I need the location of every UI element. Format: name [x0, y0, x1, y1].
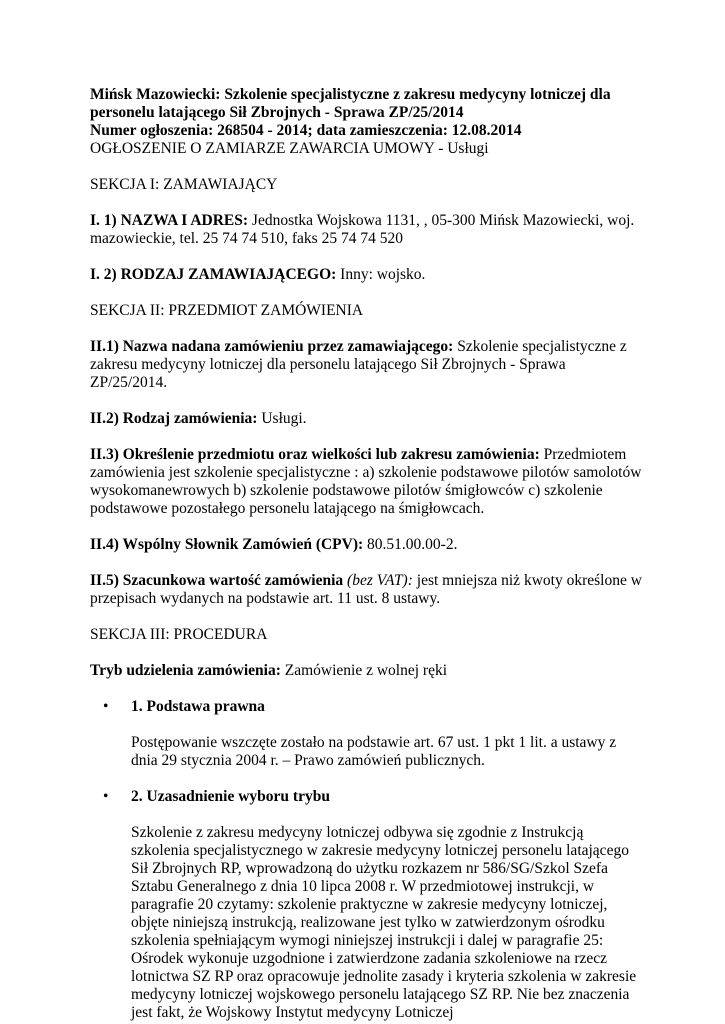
order-cpv-label: II.4) Wspólny Słownik Zamówień (CPV):: [90, 536, 364, 553]
contracting-name-label: I. 1) NAZWA I ADRES:: [90, 212, 249, 229]
section-1-heading: SEKCJA I: ZAMAWIAJĄCY: [90, 176, 278, 193]
title-line-2: personelu latającego Sił Zbrojnych - Sprawa ZP/25/2014: [90, 104, 464, 121]
mode-justification-text: Szkolenie z zakresu medycyny lotniczej odbywa się zgodnie z Instrukcją szkolenia specjalistycznego w zakresie medycyny lotniczej personelu latającego Sił Zbrojnych RP, wprowadzoną do użytku rozkazem nr 586/SG/Szkol Szefa Sztabu Generalnego z dnia 10 lipca 2008 r. W przedmiotowej instrukcji, w paragrafie 20 czytamy: szkolenie praktyczne w zakresie medycyny lotniczej, objęte niniejszą instrukcją, realizowane jest tylko w zatwierdzonym ośrodku szkolenia spełniającym wymogi niniejszej instrukcji i dalej w paragrafie 25: Ośrodek wykonuje uzgodnione i zatwierdzone zadania szkoleniowe na rzecz lotnictwa SZ RP oraz opracowuje jednolite zasady i kryteria szkolenia w zakresie medycyny lotniczej wojskowego personelu latającego SZ RP. Nie bez znaczenia jest fakt, że Wojskowy Instytut medycyny Lotniczej: [131, 824, 637, 1021]
announcement-number: Numer ogłoszenia: 268504 - 2014; data zamieszczenia: 12.08.2014: [90, 122, 522, 139]
order-subject: [90, 446, 645, 518]
contracting-name-address: [90, 212, 645, 248]
procedure-mode: [90, 662, 645, 680]
order-name-label: II.1) Nazwa nadana zamówieniu przez zamawiającego:: [90, 338, 454, 355]
order-estimated-value-label: II.5) Szacunkowa wartość zamówienia: [90, 572, 344, 589]
legal-basis-title: 1. Podstawa prawna: [131, 698, 265, 715]
section-2-heading: SEKCJA II: PRZEDMIOT ZAMÓWIENIA: [90, 302, 364, 319]
order-estimated-value-vat-note: (bez VAT):: [343, 572, 413, 589]
order-cpv-value: 80.51.00.00-2.: [363, 536, 458, 553]
order-cpv: [90, 536, 645, 554]
section-3-heading: SEKCJA III: PROCEDURA: [90, 626, 268, 643]
contracting-type-label: I. 2) RODZAJ ZAMAWIAJĄCEGO:: [90, 266, 337, 283]
order-name-value: Szkolenie specjalistyczne z zakresu medycyny lotniczej dla personelu latającego Sił Zbrojnych - Sprawa ZP/25/2014.: [90, 338, 627, 391]
bullet-icon: •: [103, 788, 109, 805]
order-estimated-value: [90, 572, 645, 608]
legal-basis-text: Postępowanie wszczęte zostało na podstawie art. 67 ust. 1 pkt 1 lit. a ustawy z dnia 29 stycznia 2004 r. – Prawo zamówień publicznych.: [131, 734, 617, 769]
contracting-type: [90, 266, 645, 284]
list-item-mode-justification: [90, 788, 645, 806]
order-subject-value: Przedmiotem zamówienia jest szkolenie specjalistyczne : a) szkolenie podstawowe pilotów samolotów wysokomanewrowych b) szkolenie podstawowe pilotów śmigłowców c) szkolenie podstawowe pozostałego personelu latającego na śmigłowcach.: [90, 446, 642, 517]
order-estimated-value-text: jest mniejsza niż kwoty określone w przepisach wydanych na podstawie art. 11 ust. 8 ustawy.: [90, 572, 642, 607]
notice-type: OGŁOSZENIE O ZAMIARZE ZAWARCIA UMOWY - Usługi: [90, 140, 489, 157]
order-subject-label: II.3) Określenie przedmiotu oraz wielkości lub zakresu zamówienia:: [90, 446, 540, 463]
mode-justification-title: 2. Uzasadnienie wyboru trybu: [131, 788, 330, 805]
list-item-legal-basis: [90, 698, 645, 716]
document-title: [90, 86, 645, 140]
order-kind: [90, 410, 645, 428]
order-kind-label: II.2) Rodzaj zamówienia:: [90, 410, 258, 427]
bullet-icon: •: [103, 698, 109, 715]
order-kind-value: Usługi.: [257, 410, 307, 427]
order-name: [90, 338, 645, 392]
title-line-1: Mińsk Mazowiecki: Szkolenie specjalistyczne z zakresu medycyny lotniczej dla: [90, 86, 611, 103]
procedure-mode-label: Tryb udzielenia zamówienia:: [90, 662, 281, 679]
procedure-mode-value: Zamówienie z wolnej ręki: [280, 662, 448, 679]
contracting-type-value: Inny: wojsko.: [336, 266, 426, 283]
contracting-name-value: Jednostka Wojskowa 1131, , 05-300 Mińsk Mazowiecki, woj. mazowieckie, tel. 25 74 74 510, faks 25 74 74 520: [90, 212, 635, 247]
